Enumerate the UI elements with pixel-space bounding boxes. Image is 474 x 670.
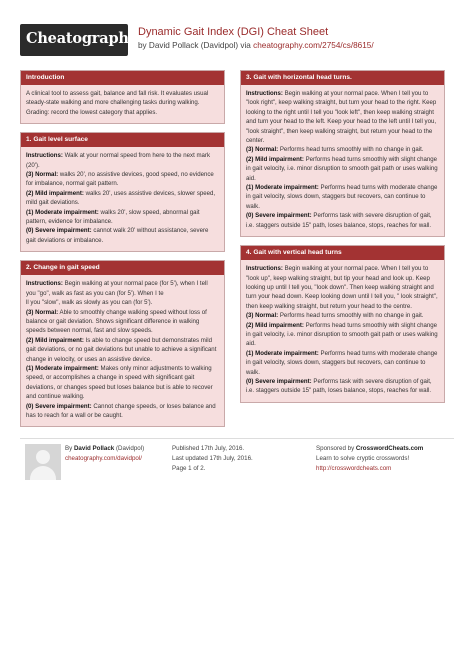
instructions-text: Begin walking at your normal pace (for 5'), when I tell you "go", walk as fast as you can (for 5'). When I te [26, 280, 208, 297]
section-heading: 4. Gait with vertical head turns [241, 246, 444, 260]
instructions-text: Walk at your normal speed from here to the next mark (20'). [26, 152, 211, 169]
sponsor-line [316, 444, 423, 454]
grade-label: (0) Severe impairment: [246, 377, 312, 385]
page-footer [20, 438, 454, 493]
section-heading: 2. Change in gait speed [21, 261, 224, 275]
cheat-sheet-link[interactable]: cheatography.com/2754/cs/8615/ [253, 41, 374, 50]
grade-text: Performs head turns with moderate change in gait velocity, slows down, staggers but recovers, can continue to walk. [246, 349, 438, 376]
grade-text: Makes only minor adjustments to walking speed, or accomplishes a change in speed with significant gait deviations, or changes speed but loses balance but is able to recover and continue walking. [26, 364, 213, 401]
grade-item [246, 349, 439, 377]
grade-text: Performs task with severe disruption of gait, i.e. staggers outside 15" path, loses balance, stops, reaches for wall. [246, 212, 432, 229]
sponsor-name: CrosswordCheats.com [355, 445, 424, 452]
grade-item [26, 364, 219, 402]
avatar[interactable] [25, 444, 61, 480]
subtitle-prefix: by David Pollack (Davidpol) via [138, 41, 251, 50]
instructions-label: Instructions: [26, 152, 63, 160]
instructions-label: Instructions: [246, 90, 283, 97]
grade-text: Cannot change speeds, or loses balance and has to reach for a wall or be caught. [26, 402, 216, 419]
grade-item [246, 145, 439, 154]
grade-item [26, 226, 219, 245]
grade-label: (1) Moderate impairment: [246, 184, 319, 192]
author-handle: (Davidpol) [115, 445, 145, 452]
publication-info [172, 444, 253, 474]
grade-item [26, 189, 219, 208]
grade-text: Performs head turns smoothly with slight change in gait velocity, i.e. minor disruption to smooth gait path or uses walking aid. [246, 155, 438, 182]
grade-text: Performs head turns smoothly with no change in gait. [278, 312, 424, 320]
grade-label: (2) Mild impairment: [246, 155, 304, 163]
sponsor-link[interactable]: http://crosswordcheats.com [316, 465, 392, 472]
instructions-text: Begin walking at your normal pace. When I tell you to "look right", keep walking straight, but turn your head to the right. Keep looking to the right until I tell you "look left", then keep walking straight and turn your head to the left. Keep your head to the left until I tell you, "look straight", then keep walking straight, but return your head to the center. [246, 90, 437, 145]
grade-label: (2) Mild impairment: [246, 321, 304, 329]
grade-item [246, 321, 439, 349]
section-horizontal-head-turns [240, 70, 445, 237]
intro-section [20, 70, 225, 124]
logo-text: Cheatography [26, 30, 137, 47]
grade-label: (1) Moderate impairment: [26, 364, 99, 372]
instructions-label: Instructions: [246, 265, 283, 273]
grade-text: Able to smoothly change walking speed without loss of balance or gait deviation. Shows significant difference in walking speeds between normal, fast and slow speeds. [26, 308, 207, 335]
grade-item [246, 377, 439, 396]
section-vertical-head-turns [240, 245, 445, 403]
instructions-text: Begin walking at your normal pace. When I tell you to "look up", keep walking straight, but tip your head and look up. Keep looking up until I tell you, "look down". Then keep walking straight and turn your head down. Keep looking down until I tell you, " look straight", then keep walking straight, but return your head to the centre. [246, 265, 438, 310]
published-date: Published 17th July, 2016. [172, 445, 245, 452]
section-gait-level-surface [20, 132, 225, 252]
grade-text: Performs head turns smoothly with slight change in gait velocity, i.e. minor disruption to smooth gait path or uses walking aid. [246, 321, 438, 348]
section-heading: Introduction [21, 71, 224, 85]
sponsor-tagline: Learn to solve cryptic crosswords! [316, 455, 410, 462]
grade-label: (3) Normal: [246, 146, 279, 154]
instructions-continued: ll you "slow", walk as slowly as you can (for 5'). [26, 299, 153, 307]
grade-item [26, 208, 219, 227]
grade-text: Is able to change speed but demonstrates mild gait deviations, or no gait deviations but unable to achieve a significant change in velocity, or uses an assistive device. [26, 336, 217, 363]
grade-item [26, 402, 219, 421]
grade-text: Performs head turns with moderate change in gait velocity, slows down, staggers but recovers, can continue to walk. [246, 184, 438, 210]
grade-text: walks 20', no assistive devices, good speed, no evidence for imbalance, normal gait pattern. [26, 171, 214, 188]
grade-label: (3) Normal: [26, 308, 59, 316]
instructions [246, 264, 439, 311]
grade-label: (2) Mild impairment: [26, 336, 84, 344]
sponsor-prefix: Sponsored by [316, 445, 355, 452]
grade-text: Performs head turns smoothly with no change in gait. [278, 146, 424, 154]
grade-label: (0) Severe impairment: [246, 212, 312, 220]
grade-text: cannot walk 20' without assistance, severe gait deviations or imbalance. [26, 227, 209, 244]
grade-item [246, 155, 439, 183]
page-header [0, 0, 474, 62]
grade-item [26, 336, 219, 364]
grade-text: walks 20', slow speed, abnormal gait pattern, evidence for imbalance. [26, 208, 200, 226]
section-change-in-gait-speed [20, 260, 225, 427]
grade-item [26, 308, 219, 336]
instructions [26, 279, 219, 298]
grade-text: Performs task with severe disruption of gait, i.e. staggers outside 15" path, loses balance, stops, reaches for wall. [246, 377, 432, 395]
sponsor-info [316, 444, 423, 474]
page-subtitle [138, 41, 374, 50]
page-title: Dynamic Gait Index (DGI) Cheat Sheet [138, 26, 329, 38]
grade-item [246, 183, 439, 211]
grade-label: (3) Normal: [26, 171, 59, 179]
instructions [246, 89, 439, 145]
avatar-head-icon [36, 450, 50, 464]
grade-label: (0) Severe impairment: [26, 402, 92, 410]
grade-label: (2) Mild impairment: [26, 189, 84, 197]
section-heading: 1. Gait level surface [21, 133, 224, 147]
updated-date: Last updated 17th July, 2016. [172, 455, 253, 462]
by-label: By [65, 445, 73, 452]
intro-text: A clinical tool to assess gait, balance and fall risk. It evaluates usual steady-state walking and more challenging tasks during walking. Grading: record the lowest category that applies. [26, 90, 209, 116]
grade-label: (1) Moderate impairment: [246, 349, 319, 357]
page-number: Page 1 of 2. [172, 465, 206, 472]
section-heading: 3. Gait with horizontal head turns. [241, 71, 444, 85]
author-name: David Pollack [73, 445, 115, 452]
grade-item [246, 311, 439, 320]
author-profile-link[interactable]: cheatography.com/davidpol/ [65, 455, 142, 462]
instructions-label: Instructions: [26, 280, 63, 288]
instructions [26, 151, 219, 170]
grade-text: walks 20', uses assistive devices, slower speed, mild gait deviations. [26, 189, 216, 207]
grade-label: (3) Normal: [246, 312, 279, 320]
grade-label: (0) Severe impairment: [26, 227, 92, 235]
grade-item [246, 211, 439, 230]
right-column [240, 70, 445, 411]
avatar-body-icon [30, 466, 56, 480]
cheatography-logo[interactable] [20, 24, 137, 56]
author-line [65, 444, 144, 454]
author-info [65, 444, 144, 464]
left-column [20, 70, 225, 435]
grade-label: (1) Moderate impairment: [26, 208, 99, 216]
grade-item [26, 170, 219, 189]
